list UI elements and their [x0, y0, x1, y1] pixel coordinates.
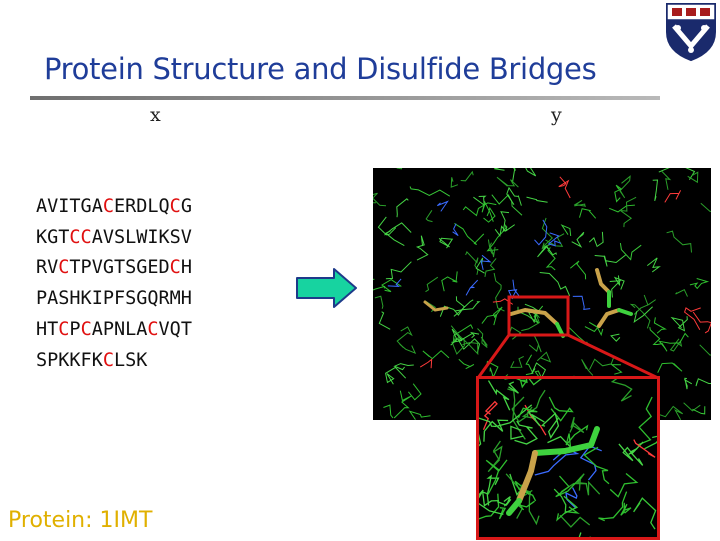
- right-arrow-icon: [296, 268, 358, 308]
- molecule-bond: [526, 355, 533, 375]
- molecule-bond: [618, 176, 630, 198]
- cysteine-highlight: C: [58, 257, 69, 278]
- molecule-bond: [537, 352, 550, 361]
- disulfide-bond: [599, 310, 619, 326]
- molecule-bond: [570, 417, 584, 433]
- molecule-bond: [634, 307, 652, 322]
- molecule-bond: [383, 405, 393, 418]
- molecule-bond: [559, 177, 570, 198]
- molecule-bond: [497, 177, 518, 187]
- molecule-bond: [634, 295, 656, 315]
- molecule-bond: [437, 202, 447, 212]
- molecule-bond: [615, 275, 624, 289]
- molecule-bond: [397, 168, 414, 169]
- y-label: y: [551, 104, 562, 126]
- sequence-segment: HT: [36, 319, 58, 340]
- molecule-bond: [540, 273, 570, 297]
- disulfide-bond: [509, 501, 519, 513]
- molecule-bond: [463, 203, 496, 216]
- molecule-bond: [526, 379, 547, 385]
- molecule-bond: [512, 168, 535, 183]
- sequence-segment: KGT: [36, 227, 69, 248]
- molecule-bond: [509, 327, 521, 339]
- molecule-bond: [701, 203, 711, 211]
- molecule-bond: [385, 223, 412, 235]
- disulfide-bond: [557, 324, 563, 336]
- molecule-bond: [487, 362, 498, 378]
- molecule-bond: [676, 290, 688, 297]
- sequence-segment: G: [181, 196, 192, 217]
- molecule-bond: [638, 397, 653, 445]
- molecule-bond: [373, 193, 386, 206]
- molecule-bond: [647, 258, 659, 272]
- molecule-bond: [584, 447, 609, 483]
- molecule-bond: [472, 333, 480, 338]
- molecule-bond: [685, 378, 692, 389]
- sequence-line: [36, 223, 192, 254]
- molecule-bond: [395, 364, 414, 370]
- cysteine-highlight: C: [103, 196, 114, 217]
- molecule-bond: [505, 379, 526, 387]
- molecule-bond: [662, 171, 670, 189]
- molecule-bond: [529, 334, 541, 352]
- protein-sequence: [36, 192, 192, 376]
- sequence-segment: AVSLWIKSV: [92, 227, 192, 248]
- cysteine-highlight: CC: [69, 227, 91, 248]
- sequence-segment: VQT: [159, 319, 192, 340]
- molecule-bond: [509, 280, 521, 299]
- x-label: x: [150, 104, 161, 126]
- molecule-bond: [423, 351, 449, 359]
- molecule-bond: [426, 277, 438, 292]
- molecule-bond: [386, 262, 412, 279]
- sequence-line: [36, 346, 192, 377]
- molecule-bond: [667, 231, 692, 252]
- sequence-segment: P: [69, 319, 80, 340]
- molecule-bond: [696, 376, 711, 386]
- molecule-bond: [426, 210, 432, 221]
- molecule-bond: [589, 232, 603, 247]
- molecule-bond: [497, 497, 511, 507]
- cysteine-highlight: C: [103, 350, 114, 371]
- molecule-bond: [484, 208, 496, 222]
- molecule-bond: [439, 238, 452, 248]
- protein-id-caption: Protein: 1IMT: [8, 508, 152, 533]
- molecule-bond: [483, 492, 499, 506]
- molecule-bond: [595, 255, 626, 267]
- sequence-segment: LSK: [114, 350, 147, 371]
- molecule-bond: [466, 280, 478, 295]
- molecule-bond: [560, 515, 590, 527]
- molecule-bond: [535, 220, 547, 245]
- molecule-bond: [454, 223, 483, 244]
- molecule-bond: [473, 196, 485, 205]
- molecule-bond: [511, 356, 524, 367]
- sequence-segment: H: [181, 257, 192, 278]
- sequence-segment: RV: [36, 257, 58, 278]
- cysteine-highlight: C: [170, 257, 181, 278]
- sequence-line: [36, 284, 192, 315]
- molecule-bond: [494, 307, 503, 318]
- disulfide-bond: [597, 270, 609, 292]
- sequence-segment: ERDLQ: [114, 196, 170, 217]
- molecule-bond: [507, 188, 522, 206]
- sequence-line: [36, 253, 192, 284]
- molecule-bond: [573, 296, 590, 309]
- molecule-bond: [665, 190, 681, 202]
- cysteine-highlight: C: [81, 319, 92, 340]
- molecule-bond: [527, 197, 548, 202]
- title-underline: [30, 96, 660, 100]
- molecule-bond: [386, 231, 405, 246]
- molecule-bond: [394, 391, 411, 418]
- sequence-segment: PASHKIPFSGQRMH: [36, 288, 192, 309]
- molecule-bond: [577, 533, 597, 538]
- molecule-bond: [459, 359, 474, 368]
- molecule-bond: [578, 474, 587, 491]
- molecule-bond: [654, 317, 665, 333]
- molecule-bond: [501, 212, 509, 231]
- molecule-bond: [671, 339, 682, 351]
- molecule-bond: [494, 168, 515, 170]
- molecule-bond: [442, 271, 458, 291]
- sequence-line: [36, 192, 192, 223]
- disulfide-bond: [425, 302, 447, 310]
- molecule-bond: [481, 255, 490, 270]
- molecule-bond: [700, 345, 711, 358]
- molecule-bond: [410, 411, 431, 419]
- molecule-bond: [455, 302, 480, 311]
- molecule-bond: [610, 474, 637, 497]
- molecule-bond: [507, 389, 525, 440]
- molecule-bond: [410, 187, 450, 197]
- molecule-bond: [653, 180, 658, 201]
- molecule-bond: [692, 406, 704, 414]
- molecule-bond: [634, 498, 656, 529]
- molecule-bond: [658, 363, 682, 373]
- sequence-segment: TPVGTSGED: [69, 257, 169, 278]
- molecule-bond: [417, 236, 428, 260]
- molecule-bond: [612, 379, 631, 401]
- molecule-bond: [494, 273, 504, 311]
- molecule-bond: [408, 384, 421, 400]
- sequence-segment: SPKKFK: [36, 350, 103, 371]
- disulfide-bridge-closeup: [476, 376, 660, 540]
- molecule-bond: [440, 296, 464, 316]
- sequence-segment: APNLA: [92, 319, 148, 340]
- molecule-bond: [690, 279, 708, 289]
- molecule-bond: [672, 316, 687, 330]
- cysteine-highlight: C: [58, 319, 69, 340]
- disulfide-bond: [619, 310, 631, 314]
- molecule-bond: [484, 402, 498, 430]
- molecule-bond: [420, 359, 432, 368]
- cysteine-highlight: C: [147, 319, 158, 340]
- molecule-bond: [684, 403, 701, 411]
- university-shield-icon: [664, 2, 718, 62]
- molecule-bond: [515, 421, 537, 444]
- molecule-bond: [549, 397, 572, 421]
- molecule-bond: [375, 296, 383, 309]
- molecule-bond: [569, 328, 588, 346]
- molecule-bond: [466, 252, 478, 275]
- molecule-bond: [547, 247, 555, 270]
- molecule-bond: [495, 225, 515, 236]
- molecule-bond: [620, 197, 636, 227]
- molecule-bond: [612, 365, 622, 375]
- sequence-line: [36, 315, 192, 346]
- molecule-bond: [451, 177, 458, 187]
- molecule-bond: [479, 494, 499, 523]
- molecule-bond: [611, 334, 620, 341]
- molecule-bond: [590, 356, 615, 369]
- page-title: Protein Structure and Disulfide Bridges: [44, 52, 596, 86]
- molecule-bond: [580, 209, 596, 219]
- molecule-bond: [484, 420, 508, 442]
- molecule-bond: [461, 172, 474, 181]
- molecule-bond: [572, 232, 584, 246]
- molecule-bond: [570, 261, 585, 279]
- molecule-bond: [574, 200, 586, 206]
- sequence-segment: AVITGA: [36, 196, 103, 217]
- molecule-bond: [379, 312, 390, 330]
- molecule-bond: [524, 390, 546, 419]
- molecule-bond: [599, 492, 627, 521]
- molecule-bond: [538, 246, 557, 257]
- molecule-bond: [615, 185, 622, 201]
- cysteine-highlight: C: [170, 196, 181, 217]
- molecule-bond: [397, 199, 409, 217]
